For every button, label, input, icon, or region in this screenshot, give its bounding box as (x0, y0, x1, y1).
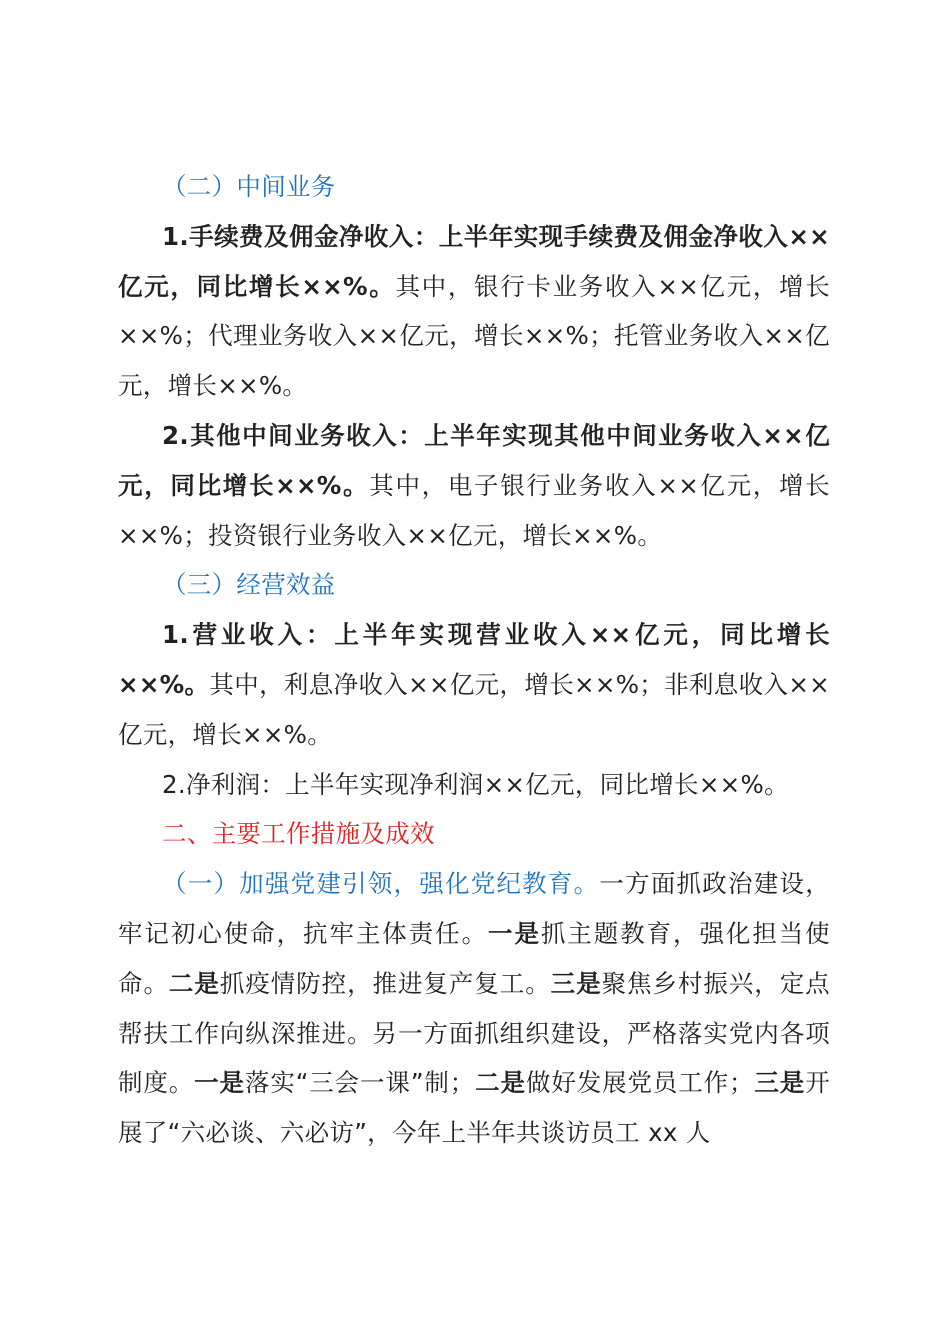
bold-marker-1: 一是 (488, 918, 541, 948)
bold-lead-operating-income: 1.营业收入：上半年实现营业收入××亿元，同比增长××%。 (118, 620, 830, 699)
text-party-b: 抓主题教育，强化担当使命。 (118, 918, 830, 998)
paragraph-operating-income (118, 610, 830, 759)
bold-lead-fee-commission: 1.手续费及佣金净收入：上半年实现手续费及佣金净收入××亿元，同比增长××%。 (118, 221, 830, 301)
part-heading-main-measures: 二、主要工作措施及成效 (162, 819, 435, 849)
text-operating-income: 其中，利息净收入××亿元，增长××%；非利息收入××亿元，增长××%。 (118, 669, 830, 749)
bold-marker-4: 一是 (194, 1068, 245, 1098)
paragraph-other-intermediate (118, 411, 830, 560)
bold-marker-3: 三是 (550, 968, 602, 998)
paragraph-party-building (118, 859, 830, 1158)
text-party-a: 一方面抓政治建设，牢记初心使命，抗牢主体责任。 (118, 869, 830, 948)
document-body (118, 162, 830, 1158)
section-heading-operating-benefit: （三）经营效益 (162, 570, 336, 600)
subheading-party-building: （一）加强党建引领，强化党纪教育。 (162, 869, 600, 899)
text-fee-commission: 其中，银行卡业务收入××亿元，增长××%；代理业务收入××亿元，增长××%；托管业务收入××亿元，增长××%。 (118, 271, 831, 401)
text-other-intermediate: 其中，电子银行业务收入××亿元，增长××%；投资银行业务收入××亿元，增长××%。 (118, 470, 830, 550)
paragraph-net-profit: 2.净利润：上半年实现净利润××亿元，同比增长××%。 (162, 769, 789, 799)
section-heading-intermediate-business: （二）中间业务 (162, 172, 336, 201)
bold-marker-6: 三是 (753, 1068, 806, 1098)
text-party-c: 抓疫情防控，推进复产复工。 (219, 968, 551, 998)
text-party-g: 开展了“六必谈、六必访”，今年上半年共谈访员工 xx 人 (118, 1068, 830, 1148)
text-party-f: 做好发展党员工作； (525, 1068, 754, 1098)
bold-marker-2: 二是 (168, 968, 220, 998)
bold-marker-5: 二是 (474, 1068, 526, 1098)
text-party-e: 落实“三会一课”制； (244, 1068, 475, 1098)
paragraph-fee-commission (118, 212, 830, 411)
text-party-d: 聚焦乡村振兴，定点帮扶工作向纵深推进。另一方面抓组织建设，严格落实党内各项制度。 (118, 968, 830, 1098)
bold-lead-other-intermediate: 2.其他中间业务收入：上半年实现其他中间业务收入××亿元，同比增长××%。 (118, 420, 830, 500)
